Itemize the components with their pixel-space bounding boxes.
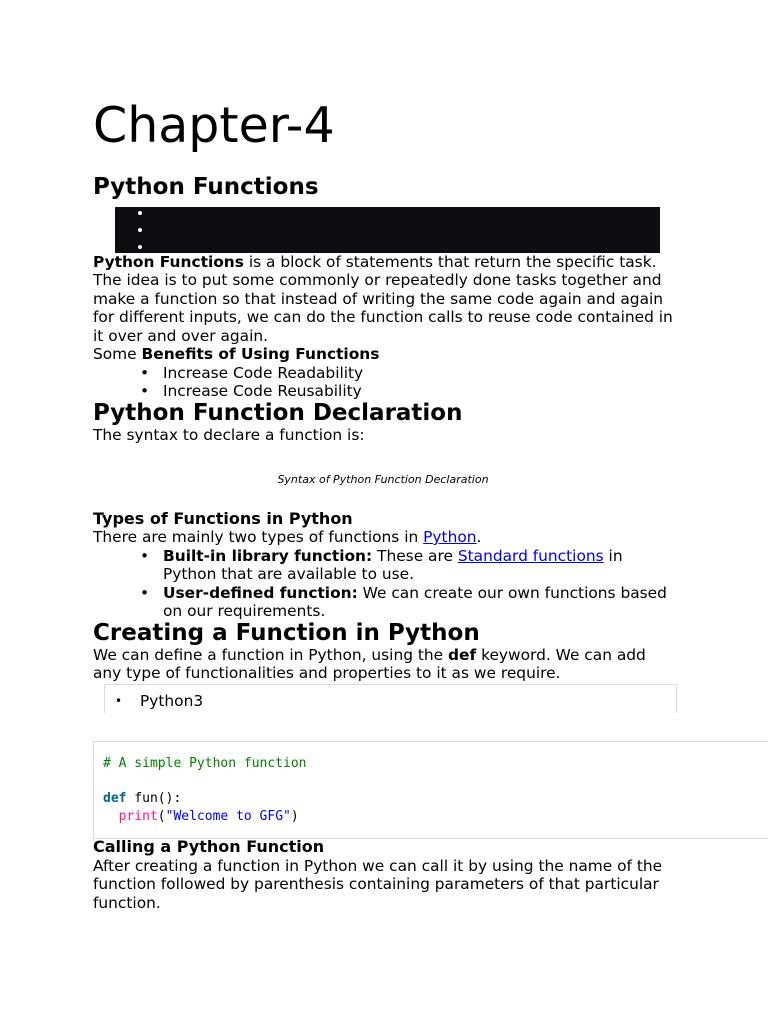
types-intro-text: There are mainly two types of functions in bbox=[93, 528, 424, 546]
code-open-paren: ( bbox=[157, 808, 166, 824]
builtin-text: These are bbox=[372, 547, 458, 565]
section-title-types: Types of Functions in Python bbox=[93, 509, 353, 528]
black-box-bullet bbox=[138, 211, 142, 215]
tab-python3[interactable]: Python3 bbox=[140, 692, 204, 710]
code-indent bbox=[103, 809, 119, 824]
code-comment: # A simple Python function bbox=[103, 756, 307, 771]
figure-caption: Syntax of Python Function Declaration bbox=[277, 473, 489, 486]
userdefined-text: We can create our own functions based on our requirements. bbox=[163, 583, 667, 621]
section-title-calling: Calling a Python Function bbox=[93, 837, 325, 856]
bullet: • bbox=[140, 382, 150, 401]
builtin-bold: Built-in library function: bbox=[163, 547, 373, 565]
benefits-prefix: Some bbox=[93, 345, 142, 363]
black-box-bullet bbox=[138, 228, 142, 232]
benefits-bold: Benefits of Using Functions bbox=[141, 345, 380, 363]
intro-text: is a block of statements that return the specific task. The idea is to put some commonly or repeatedly done tasks together and make a function so that instead of writing the same code again and again for different inputs, we can do the function calls to reuse code contained in it over and over again. bbox=[93, 253, 673, 345]
builtin-text-rest: in Python that are available to use. bbox=[163, 547, 623, 584]
list-item bbox=[93, 364, 673, 382]
creating-text-pre: We can define a function in Python, using the bbox=[93, 646, 449, 664]
types-intro-suffix: . bbox=[476, 528, 482, 546]
types-intro bbox=[93, 528, 673, 546]
creating-text bbox=[93, 646, 673, 683]
section-title-declaration: Python Function Declaration bbox=[93, 400, 463, 426]
black-box-bullet bbox=[138, 245, 142, 249]
calling-text: After creating a function in Python we can call it by using the name of the function followed by parenthesis containing parameters of that particular function. bbox=[93, 857, 663, 912]
declaration-text: The syntax to declare a function is: bbox=[93, 426, 365, 444]
chapter-title: Chapter-4 bbox=[93, 97, 335, 154]
section-title-python-functions: Python Functions bbox=[93, 174, 319, 200]
section-title-creating: Creating a Function in Python bbox=[93, 620, 480, 646]
bullet: • bbox=[140, 583, 150, 602]
def-keyword: def bbox=[448, 646, 477, 664]
code-string: "Welcome to GFG" bbox=[165, 808, 291, 824]
creating-text-post: keyword. We can add any type of functionalities and properties to it as we require. bbox=[93, 646, 646, 683]
bullet: • bbox=[140, 364, 150, 382]
code-close-paren: ) bbox=[290, 808, 299, 824]
tab-bullet: • bbox=[115, 694, 123, 708]
intro-paragraph bbox=[93, 253, 673, 345]
intro-bold: Python Functions bbox=[93, 253, 244, 271]
benefits-list bbox=[93, 364, 673, 401]
code-print: print bbox=[118, 808, 158, 824]
standard-functions-link[interactable]: Standard functions bbox=[457, 547, 604, 565]
list-item bbox=[93, 547, 673, 584]
userdefined-bold: User-defined function: bbox=[163, 583, 358, 602]
code-keyword-def: def bbox=[103, 791, 127, 806]
list-item bbox=[93, 584, 673, 621]
types-list bbox=[93, 547, 673, 621]
code-block bbox=[93, 741, 768, 839]
benefit-item: Increase Code Readability bbox=[163, 364, 364, 382]
benefits-line bbox=[93, 345, 673, 363]
redacted-black-box bbox=[115, 207, 660, 253]
benefit-item: Increase Code Reusability bbox=[163, 382, 362, 401]
bullet: • bbox=[140, 547, 150, 565]
python-link[interactable]: Python bbox=[423, 528, 477, 546]
code-content bbox=[103, 755, 307, 825]
code-tab-bar bbox=[104, 684, 677, 713]
code-function-signature: fun(): bbox=[126, 791, 182, 806]
